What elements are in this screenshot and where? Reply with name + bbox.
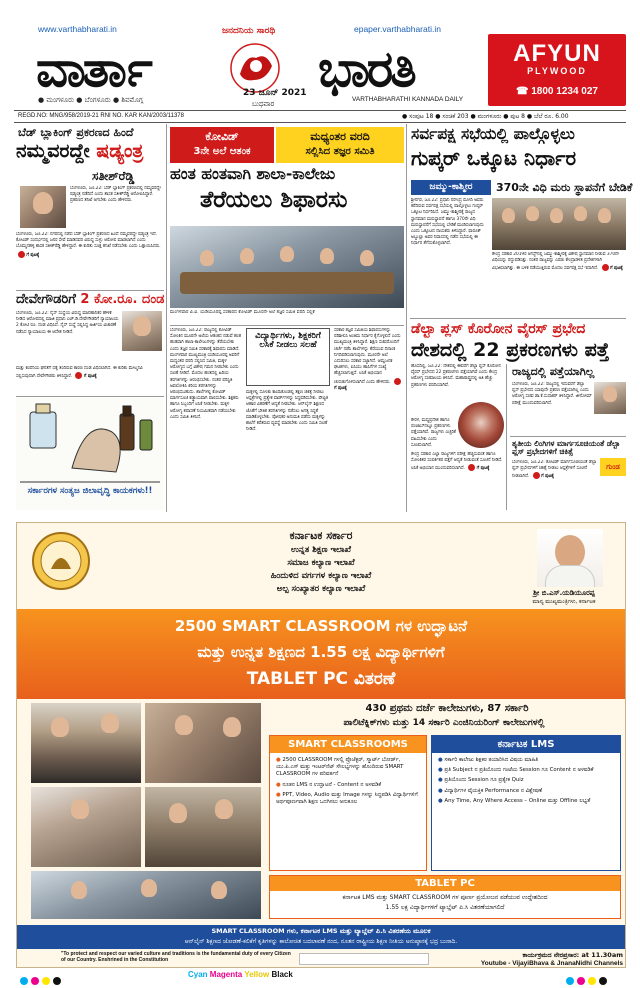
report-kicker (276, 127, 404, 163)
issue-date: 23 ಜೂನ್ 2021 (243, 88, 307, 98)
bullet-icon: ● (438, 797, 445, 804)
event-photo-2 (145, 703, 261, 783)
list-item-text: PPT, Video, Audio ಮತ್ತು Image ಗಳನ್ನು ಸಿದ್ಧಪಡಿಸಿ ವಿದ್ಯಾರ್ಥಿಗಳಿಗೆ ಅರ್ಥಪೂರ್ಣವಾಗಿ ಶಿಕ್ಷಣ ಒದಗಿಸಲು ಅನುಕೂಲ (276, 791, 418, 806)
continued-link[interactable]: ಗೆ ಪುಟಕ್ಕೆ (83, 374, 97, 380)
cm-name: ಶ್ರೀ ಬಿ.ಎಸ್.ಯಡಿಯೂರಪ್ಪ (533, 589, 595, 597)
tablet-title: TABLET PC (270, 876, 620, 891)
guide-body: ಬೆಂಗಳೂರು, ಜೂ.22: ಕೋವಿಡ್ ಮಾರ್ಗಸೂಚಿಯಂತೆ ಡೆಲ್ಟಾ ಪ್ಲಸ್ ಪ್ರಭೇದಗಳಿಗೆ ಚಿಕಿತ್ಸೆ ನೀಡಲು ಆಸ್ಪತ್ರೆಗಳಿಗೆ ಸೂಚನೆ ನೀಡಲಾಗಿದೆ. ಗೆ ಪುಟಕ್ಕೆ (512, 460, 597, 480)
website-url[interactable]: www.varthabharati.in (38, 24, 117, 34)
list-item-text: ವಿದ್ಯಾರ್ಥಿಗಳ ವೈಯಕ್ತಿಕ Performance ನ ವಿಶ್ಲೇಷಣೆ (444, 787, 543, 794)
tagline: ಜನದನಿಯ ಸಾರಥಿ (222, 26, 276, 36)
yellow-label: Yellow (244, 970, 270, 979)
devegowda-photo (122, 311, 162, 351)
story1-headline-b: ಷಡ್ಯಂತ್ರ (96, 140, 144, 162)
more-icon (18, 251, 25, 258)
gupkar-body-2: ಕೇಂದ್ರ ಸರಕಾರ 2019ರ ಆಗಸ್ಟ್‌ನಲ್ಲಿ ಜಮ್ಮು-ಕಾಶ್ಮೀರಕ್ಕೆ ವಿಶೇಷ ಸ್ಥಾನಮಾನ ನೀಡುವ 370ನೇ ವಿಧಿಯನ್ನು ರದ್ದುಪಡಿಸಿತ್ತು. ನಂತರ ರಾಜ್ಯವನ್ನು ಎರಡು ಕೇಂದ್ರಾಡಳಿತ ಪ್ರದೇಶಗಳಾಗಿ ವಿಭಜಿಸಲಾಗಿತ್ತು. ಈ ಬಳಿಕ ನಡೆಯುತ್ತಿರುವ ಮೊದಲ ಸರ್ವಪಕ್ಷ ಸಭೆ ಇದಾಗಿದೆ. ಗೆ ಪುಟಕ್ಕೆ (492, 252, 623, 272)
black-label: Black (271, 970, 293, 979)
more-icon (468, 464, 475, 471)
event-photo-3 (31, 787, 141, 867)
bullet-icon: ● (438, 757, 445, 763)
cyan-label: Cyan (188, 970, 208, 979)
covid-kicker-b: 3ನೇ ಅಲೆ ಆತಂಕ (193, 146, 251, 157)
badge: ಗುಂಡ (600, 458, 626, 476)
report-kicker-a: ಮಧ್ಯಂತರ ವರದಿ (310, 130, 370, 143)
lead-photo-meeting (170, 226, 404, 308)
summary-strip (17, 925, 625, 949)
color-bar (188, 970, 293, 979)
strip-line2: ಆನ್‌ಲೈನ್ ಶಿಕ್ಷಣದ ಜೋಡಣೆ-ಕಲಿಕೆಗೆ ಕೃತಿಗಳನ್ನು ಕಾಲೋಚಿತ ಬದಲಾವಣೆ ನಂದ, ನೂತನ ರಾಷ್ಟ್ರೀಯ ಶಿಕ್ಷಣ ನೀತಿಯ ಅನುಷ್ಠಾನಕ್ಕೆ ಭದ್ರ ಬುನಾದಿ. (184, 938, 458, 945)
afyun-phone (488, 86, 626, 97)
tablet-line1: ಕರ್ನಾಟಕ LMS ಮತ್ತು SMART CLASSROOM ಗಳ ಪೂರ್ಣ ಪ್ರಯೋಜನ ಪಡೆಯುವ ಉದ್ದೇಶದಿಂದ (342, 894, 548, 901)
lms-item (438, 757, 614, 764)
sub-line1: 430 ಪ್ರಥಮ ದರ್ಜೆ ಕಾಲೇಜುಗಳು, 87 ಸರ್ಕಾರಿ (365, 703, 529, 714)
lms-item (438, 798, 614, 805)
cm-photo (537, 529, 603, 587)
story2-headline-a: ದೇವೇಗೌಡರಿಗೆ (16, 292, 76, 307)
editorial-cartoon (16, 398, 164, 510)
smart-classrooms-box (269, 735, 427, 871)
gupkar-body: ಶ್ರೀನಗರ, ಜೂ.22: ಪ್ರಧಾನಿ ನರೇಂದ್ರ ಮೋದಿ ಅವರು ಕರೆದಿರುವ ಸರ್ವಪಕ್ಷ ಸಭೆಯಲ್ಲಿ ಪಾಲ್ಗೊಳ್ಳಲು ಗುಪ್ಕರ್ ಒಕ್ಕೂಟ ನಿರ್ಧರಿಸಿದೆ. ಜಮ್ಮು-ಕಾಶ್ಮೀರಕ್ಕೆ ರಾಜ್ಯದ ಸ್ಥಾನಮಾನ ಮರುಸ್ಥಾಪನೆ ಹಾಗೂ 370ನೇ ವಿಧಿ ಮರುಸ್ಥಾಪನೆಗೆ ಸಭೆಯಲ್ಲಿ ಬೇಡಿಕೆ ಮಂಡಿಸಲಾಗುವುದು ಎಂದು ಒಕ್ಕೂಟದ ನಾಯಕರು ತಿಳಿಸಿದ್ದಾರೆ. ಫಾರೂಕ್ ಅಬ್ದುಲ್ಲಾ ಅವರ ನಿವಾಸದಲ್ಲಿ ನಡೆದ ಸಭೆಯಲ್ಲಿ ಈ ನಿರ್ಧಾರ ತೆಗೆದುಕೊಳ್ಳಲಾಗಿದೆ. (411, 198, 484, 247)
banner-line3: TABLET PC ವಿತರಣೆ (246, 669, 396, 689)
bullet-icon: ● (438, 787, 445, 794)
list-item-text: ಪ್ರತಿಯೊಂದು Session ಗೂ ಪ್ರತ್ಯೇಕ Quiz (444, 777, 524, 784)
bullet-icon: ● (276, 791, 283, 798)
delta-body-2: ಕೇರಳ, ಮಧ್ಯಪ್ರದೇಶ ಹಾಗೂ ಪಂಜಾಬ್‌ನಲ್ಲೂ ಪ್ರಕರಣಗಳು ಪತ್ತೆಯಾಗಿವೆ. ರಾಜ್ಯಗಳು ಎಚ್ಚರಿಕೆ ವಹಿಸಬೇಕು ಎಂದು ಸೂಚಿಸಲಾಗಿದೆ. (411, 418, 456, 448)
gupkar-subhead: 370ನೇ ವಿಧಿ ಮರು ಸ್ಥಾಪನೆಗೆ ಬೇಡಿಕೆ (496, 181, 633, 194)
more-icon (533, 472, 540, 479)
state-body: ಬೆಂಗಳೂರು, ಜೂ.22: ರಾಜ್ಯದಲ್ಲಿ ಇದುವರೆಗೆ ಡೆಲ್ಟಾ ಪ್ಲಸ್ ಪ್ರಭೇದದ ಯಾವುದೇ ಪ್ರಕರಣ ಪತ್ತೆಯಾಗಿಲ್ಲ ಎಂದು ಆರೋಗ್ಯ ಸಚಿವ ಡಾ.ಕೆ.ಸುಧಾಕರ್ ತಿಳಿಸಿದ್ದಾರೆ. ಜೀನೋಮ್ ಪರೀಕ್ಷೆ ಮುಂದುವರಿಸಲಾಗಿದೆ. (512, 382, 592, 406)
satish-reddy-photo (20, 186, 66, 228)
govt-line1: ಕರ್ನಾಟಕ ಸರ್ಕಾರ (289, 529, 353, 542)
cm-title: ಮಾನ್ಯ ಮುಖ್ಯಮಂತ್ರಿಗಳು, ಕರ್ನಾಟಕ (532, 599, 596, 605)
govt-line4: ಹಿಂದುಳಿದ ವರ್ಗಗಳ ಕಲ್ಯಾಣ ಇಲಾಖೆ (270, 571, 372, 581)
masthead-emblem-icon (220, 40, 290, 95)
epaper-url[interactable]: epaper.varthabharati.in (354, 24, 441, 34)
footer-quote: "To protect and respect our varied culture and traditions is the fundamental duty of every Citizen of our Country. Enshrined in the Constitution (61, 951, 291, 963)
continued-link[interactable]: ಗೆ ಪುಟಕ್ಕೆ (26, 252, 40, 258)
masthead-left: ವಾರ್ತಾ (36, 40, 150, 98)
delta-headline-b: ದೇಶದಲ್ಲಿ 22 ಪ್ರಕರಣಗಳು ಪತ್ತೆ (411, 339, 610, 361)
footer-logos (299, 953, 429, 965)
smart-list (270, 753, 426, 813)
event-photo-1 (31, 703, 141, 783)
smart-title: SMART CLASSROOMS (270, 736, 426, 753)
registration-dots-right (566, 970, 610, 988)
lead-headline-b: ತೆರೆಯಲು ಶಿಫಾರಸು (200, 187, 348, 213)
state-headline: ರಾಜ್ಯದಲ್ಲಿ ಪತ್ತೆಯಾಗಿಲ್ಲ (512, 365, 595, 378)
story1-headline (16, 141, 143, 162)
strip-line1: SMART CLASSROOM ಗಳು, ಕರ್ನಾಟಕ LMS ಮತ್ತು ಟ್ಯಾಬ್ಲೆಟ್ ಪಿ.ಸಿ ವಿತರಣೆಯ ಮೂಲಕ (211, 927, 431, 935)
registration-dots-left (20, 970, 64, 988)
covid-kicker (170, 127, 274, 163)
continued-link[interactable]: ಗೆ ಪುಟಕ್ಕೆ (334, 385, 347, 391)
lead-headline-a: ಹಂತ ಹಂತವಾಗಿ ಶಾಲಾ-ಕಾಲೇಜು (170, 165, 336, 183)
banner-line1: 2500 SMART CLASSROOM ಗಳ ಉದ್ಘಾಟನೆ (174, 617, 468, 635)
gupkar-headline-b: ಗುಪ್ಕರ್ ಒಕ್ಕೂಟ ನಿರ್ಧಾರ (411, 146, 577, 170)
list-item-text: Any Time, Any Where Access – Online ಮತ್ತು Offline ಲಭ್ಯತೆ (444, 797, 591, 804)
lms-title: ಕರ್ನಾಟಕ LMS (432, 736, 620, 753)
cartoon-caption: ಸರ್ಕಾರಗಳ ಸಂತ್ಯಜ ಜಿಲಾವೃದ್ಧಿ ಕಾಯಕಗಳು!! (27, 486, 153, 496)
daily-label: VARTHABHARATHI KANNADA DAILY (352, 96, 464, 103)
list-item-text: ಪ್ರತಿ Subject ನ ಪ್ರತಿಯೊಂದು ಗಂಟೆಯ Session ಗೂ Content ನ ಅಳವಡಿಕೆ (444, 767, 594, 774)
gupkar-meeting-photo (492, 198, 626, 250)
lead-body-col3: ಸರಕಾರ ತಜ್ಞರ ಸಮಿತಿಯ ಶಿಫಾರಸುಗಳನ್ನು ಪರಿಶೀಲಿಸಿ ಅಂತಿಮ ನಿರ್ಧಾರ ಕೈಗೊಳ್ಳಲಿದೆ ಎಂದು ಮುಖ್ಯಮಂತ್ರಿ ತಿಳಿಸಿದ್ದಾರೆ. ಶಿಕ್ಷಣ ಸಚಿವರೊಂದಿಗೆ ಚರ್ಚೆ ನಡೆಸಿ ಶಾಲೆಗಳನ್ನು ತೆರೆಯುವ ದಿನಾಂಕ ನಿಗದಿಪಡಿಸಲಾಗುವುದು. ಮೂರನೇ ಅಲೆ ಎದುರಿಸಲು ಸರಕಾರ ಸಜ್ಜಾಗಿದೆ. ಆಮ್ಲಜನಕ ಘಟಕಗಳು, ಐಸಿಯು ಹಾಸಿಗೆಗಳ ಸಂಖ್ಯೆ ಹೆಚ್ಚಿಸಲಾಗುತ್ತಿದೆ. ಲಸಿಕೆ ಅಭಿಯಾನ ಚುರುಕುಗೊಳಿಸಲಾಗಿದೆ ಎಂದು ಹೇಳಿದರು. ಗೆ ಪುಟಕ್ಕೆ (334, 328, 401, 391)
govt-line2: ಉನ್ನತ ಶಿಕ್ಷಣ ಇಲಾಖೆ (290, 545, 352, 555)
tablet-box (269, 875, 621, 919)
continued-link[interactable]: ಗೆ ಪುಟಕ್ಕೆ (476, 466, 490, 472)
continued-link[interactable]: ಗೆ ಪುಟಕ್ಕೆ (541, 474, 554, 480)
lms-item (438, 788, 614, 795)
afyun-sub: PLYWOOD (527, 66, 587, 76)
story2-headline (16, 293, 164, 307)
more-icon (394, 378, 401, 385)
phone-icon: ☎ (516, 86, 529, 97)
more-icon (602, 264, 609, 271)
minister-photo (594, 382, 626, 414)
story2-body-more: ಮತ್ತು ಕಂಪೆನಿಯ ಘನತೆಗೆ ಧಕ್ಕೆ ತಂದಿರುವ ಕಾರಣ ದಂಡ ವಿಧಿಸಲಾಗಿದೆ. ಈ ಕುರಿತು ಮೇಲ್ಮನವಿ ಸಲ್ಲಿಸುವುದಾಗಿ ದೇವೇಗೌಡರು ತಿಳಿಸಿದ್ದಾರೆ. ಗೆ ಪುಟಕ್ಕೆ (16, 366, 143, 380)
banner-line2: ಮತ್ತು ಉನ್ನತ ಶಿಕ್ಷಣದ 1.55 ಲಕ್ಷ ವಿದ್ಯಾರ್ಥಿಗಳಿಗೆ (197, 643, 445, 661)
covid-kicker-a: ಕೋವಿಡ್ (205, 130, 239, 143)
lms-box (431, 735, 621, 871)
tablet-line2: 1.55 ಲಕ್ಷ ವಿದ್ಯಾರ್ಥಿಗಳಿಗೆ ಟ್ಯಾಬ್ಲೆಟ್ ಪಿ.ಸಿ ವಿತರಣೆಯಾಗಲಿದೆ (385, 904, 505, 911)
delta-body-3: ಕೇಂದ್ರ ಸರಕಾರ ಎಲ್ಲಾ ರಾಜ್ಯಗಳಿಗೆ ಪರೀಕ್ಷೆ ಹೆಚ್ಚಿಸುವಂತೆ ಹಾಗೂ ಸೋಂಕಿತರ ಸಂಪರ್ಕಿತರ ಪತ್ತೆಗೆ ಆದ್ಯತೆ ನೀಡುವಂತೆ ಸೂಚನೆ ನೀಡಿದೆ. ಲಸಿಕೆ ಅಭಿಯಾನ ಮುಂದುವರಿಸಲಾಗಿದೆ. ಗೆ ಪುಟಕ್ಕೆ (411, 452, 503, 472)
govt-line5: ಅಲ್ಪ ಸಂಖ್ಯಾತರ ಕಲ್ಯಾಣ ಇಲಾಖೆ (276, 584, 366, 594)
smart-item (276, 792, 420, 806)
sub-line2: ಪಾಲಿಟೆಕ್ನಿಕ್‌ಗಳು ಮತ್ತು 14 ಸರ್ಕಾರಿ ಎಂಜಿನಿಯರಿಂಗ್ ಕಾಲೇಜುಗಳಲ್ಲಿ (343, 718, 545, 728)
delta-headline-a: ಡೆಲ್ಟಾ ಪ್ಲಸ್ ಕೊರೋನ ವೈರಸ್ ಪ್ರಭೇದ (411, 321, 586, 337)
gupkar-headline-a: ಸರ್ವಪಕ್ಷ ಸಭೆಯಲ್ಲಿ ಪಾಲ್ಗೊಳ್ಳಲು (411, 125, 575, 143)
smart-item (276, 782, 420, 789)
afyun-phone-number: 1800 1234 027 (531, 86, 598, 97)
more-icon (75, 372, 82, 379)
bullet-icon: ● (438, 767, 445, 774)
bullet-icon: ● (438, 777, 445, 784)
region-tag: ಜಮ್ಮು-ಕಾಶ್ಮೀರ (411, 180, 491, 195)
story1-body: ಬೆಂಗಳೂರು, ಜೂ.22: ನಗರದಲ್ಲಿ ನಡೆದ ಬೆಡ್ ಬ್ಲಾಕಿಂಗ್ ಪ್ರಕರಣದ ಹಿಂದೆ ನಮ್ಮವರದ್ದೇ ಷಡ್ಯಂತ್ರ ಇದೆ. ಕೋವಿಡ್ ಸಂದರ್ಭದಲ್ಲಿ ಜನರ ಸೇವೆ ಮಾಡಿದವರ ವಿರುದ್ಧ ಸುಳ್ಳು ಆರೋಪ ಮಾಡಲಾಗಿದೆ ಎಂದು ಬೊಮ್ಮನಹಳ್ಳಿ ಶಾಸಕ ಸತೀಶ್‌ರೆಡ್ಡಿ ಹೇಳಿದ್ದಾರೆ. ಈ ಕುರಿತು ಸೂಕ್ತ ತನಿಖೆ ನಡೆಸಬೇಕು ಎಂದು ಒತ್ತಾಯಿಸಿದರು. ಗೆ ಪುಟಕ್ಕೆ (16, 232, 161, 258)
guide-headline: ತೃತೀಯ ಲಿಂಗಿಗಳ ಮಾರ್ಗಸೂಚಿಯಂತೆ ಡೆಲ್ಟಾ ಪ್ಲಸ್ ಪ್ರಭೇದಗಳಿಗೆ ಚಿಕಿತ್ಸೆ (512, 439, 620, 457)
registration-number: REGD.NO: MNG/958/2019-21 RNI NO. KAR KAN/2003/11378 (18, 113, 184, 119)
story1-headline-a: ನಮ್ಮವರದ್ದೇ (16, 140, 90, 162)
bullet-icon: ● (276, 781, 283, 788)
lead-photo-caption: ಮಂಗಳವಾರ ವಿ.ವಿ. ಯಡಿಯೂರಪ್ಪ ಸರಕಾರದ ಕೋವಿಡ್ ಮೂರನೇ ಅಲೆ ತಜ್ಞರ ಸಮಿತಿ ವರದಿ ಸಲ್ಲಿಕೆ (170, 310, 315, 315)
list-item-text: ಸರ್ಕಾರಿ ಕಾಲೇಜು ಶಿಕ್ಷಕರ ತಯಾರಿಸಿದ ವಿಷಯ ಮಾಹಿತಿ (444, 757, 539, 763)
coronavirus-image (458, 402, 504, 448)
continued-link[interactable]: ಗೆ ಪುಟಕ್ಕೆ (610, 266, 623, 272)
afyun-brand: AFYUN (513, 40, 601, 67)
list-item-text: 2500 CLASSROOM ಗಳಲ್ಲಿ ಪ್ರೊಜೆಕ್ಟರ್, ಸ್ಮಾರ್ಟ್ ಬೋರ್ಡ್, ಯು.ಪಿ.ಎಸ್ ಮತ್ತು ಇಂಟರ್‌ನೆಟ್ ಸೌಲಭ್ಯಗಳನ್ನು ಹೊಂದಿರುವ SMART CLASSROOM ಗಳ ಪರಿವರ್ತನೆ (276, 757, 404, 778)
story1-kicker: ಬೆಡ್ ಬ್ಲಾಕಿಂಗ್ ಪ್ರಕರಣದ ಹಿಂದೆ (18, 126, 134, 139)
edition-list: ● ಮಂಗಳೂರು ● ಬೆಂಗಳೂರು ● ಶಿವಮೊಗ್ಗ (38, 96, 144, 104)
report-kicker-b: ಸಲ್ಲಿಸಿದ ತಜ್ಞರ ಸಮಿತಿ (305, 146, 375, 157)
issue-info: ● ಸಂಪುಟ 18 ● ಸಂಚಿಕೆ 203 ● ಮಂಗಳೂರು ● ಪುಟ 8 ● ಬೆಲೆ ರೂ. 6.00 (402, 113, 569, 120)
lead-body-col2: ಮಕ್ಕಳಲ್ಲಿ ಸೋಂಕು ಕಾಣಿಸಿಕೊಂಡಲ್ಲಿ ತಕ್ಷಣ ಚಿಕಿತ್ಸೆ ನೀಡಲು ಆಸ್ಪತ್ರೆಗಳಲ್ಲಿ ಪ್ರತ್ಯೇಕ ವಾರ್ಡ್‌ಗಳನ್ನು ಸಿದ್ಧಪಡಿಸಬೇಕು. ಪೌಷ್ಟಿಕ ಆಹಾರ ವಿತರಣೆಗೆ ಆದ್ಯತೆ ನೀಡಬೇಕು. ಆನ್‌ಲೈನ್ ಶಿಕ್ಷಣದ ಜೊತೆಗೆ ಭೌತಿಕ ತರಗತಿಗಳನ್ನು ನಡೆಸಲು ಅಗತ್ಯ ಸಿದ್ಧತೆ ಮಾಡಿಕೊಳ್ಳಬೇಕು. ಪೋಷಕರ ಅನುಮತಿ ಪಡೆದು ಮಕ್ಕಳನ್ನು ಶಾಲೆಗೆ ಕರೆತರುವ ವ್ಯವಸ್ಥೆ ಮಾಡಬೇಕು ಎಂದು ಸಮಿತಿ ಸಲಹೆ ನೀಡಿದೆ. (246, 390, 328, 433)
list-item-text: ನೂತನ LMS ನ ಉದ್ಘಾಟನೆ - Content ನ ಅಳವಡಿಕೆ (282, 781, 382, 788)
event-photo-4 (145, 787, 261, 867)
footer-time: ಕಾರ್ಯಕ್ರಮದ ನೇರಪ್ರಸಾರ: at 11.30am (522, 951, 623, 959)
bullet-icon: ● (276, 757, 283, 763)
lms-list (432, 753, 620, 812)
delta-body: ಹೊಸದಿಲ್ಲಿ, ಜೂ.22: ದೇಶದಲ್ಲಿ ಈವರೆಗೆ ಡೆಲ್ಟಾ ಪ್ಲಸ್ ಕೊರೋನ ವೈರಸ್ ಪ್ರಭೇದದ 22 ಪ್ರಕರಣಗಳು ಪತ್ತೆಯಾಗಿವೆ ಎಂದು ಕೇಂದ್ರ ಆರೋಗ್ಯ ಸಚಿವಾಲಯ ತಿಳಿಸಿದೆ. ಮಹಾರಾಷ್ಟ್ರದಲ್ಲಿ ಅತಿ ಹೆಚ್ಚು ಪ್ರಕರಣಗಳು ವರದಿಯಾಗಿವೆ. (411, 364, 501, 388)
afyun-ad[interactable] (488, 34, 626, 106)
smart-item (276, 757, 420, 779)
inset-headline: ವಿದ್ಯಾರ್ಥಿಗಳು, ಶಿಕ್ಷಕರಿಗೆ ಲಸಿಕೆ ನೀಡಲು ಸಲಹೆ (255, 331, 321, 351)
story2-body: ಬೆಂಗಳೂರು, ಜೂ.22: ನೈಸ್ ಸಂಸ್ಥೆಯ ವಿರುದ್ಧ ಮಾನಹಾನಿಕರ ಹೇಳಿಕೆ ನೀಡಿದ ಆರೋಪದಲ್ಲಿ ಮಾಜಿ ಪ್ರಧಾನಿ ಎಚ್.ಡಿ.ದೇವೇಗೌಡರಿಗೆ ನ್ಯಾಯಾಲಯ 2 ಕೋಟಿ ರೂ. ದಂಡ ವಿಧಿಸಿದೆ. ನೈಸ್ ಸಂಸ್ಥೆ ಸಲ್ಲಿಸಿದ್ದ ಅರ್ಜಿಯ ವಿಚಾರಣೆ ನಡೆಸಿದ ನ್ಯಾಯಾಲಯ ಈ ಆದೇಶ ನೀಡಿದೆ. (16, 311, 119, 335)
magenta-label: Magenta (209, 970, 243, 979)
lead-body-col1: ಬೆಂಗಳೂರು, ಜೂ.22: ರಾಜ್ಯದಲ್ಲಿ ಕೋವಿಡ್ ಸೋಂಕಿನ ಮೂರನೇ ಅಲೆಯ ಆತಂಕದ ನಡುವೆ ಹಂತ ಹಂತವಾಗಿ ಶಾಲಾ-ಕಾಲೇಜುಗಳನ್ನು ತೆರೆಯಬೇಕು ಎಂದು ತಜ್ಞರ ಸಮಿತಿ ಸರಕಾರಕ್ಕೆ ಶಿಫಾರಸು ಮಾಡಿದೆ. ಮಂಗಳವಾರ ಮುಖ್ಯಮಂತ್ರಿ ಯಡಿಯೂರಪ್ಪ ಅವರಿಗೆ ಮಧ್ಯಂತರ ವರದಿ ಸಲ್ಲಿಸಿದ ಸಮಿತಿ, ಮಕ್ಕಳ ಆರೋಗ್ಯದ ಬಗ್ಗೆ ವಿಶೇಷ ಗಮನ ನೀಡಬೇಕು ಎಂದು ಸಲಹೆ ನೀಡಿದೆ. ಮೊದಲ ಹಂತದಲ್ಲಿ ಹಿರಿಯ ತರಗತಿಗಳನ್ನು ಆರಂಭಿಸಬೇಕು. ನಂತರ ಪರಿಸ್ಥಿತಿ ಅವಲೋಕಿಸಿ ಕಿರಿಯ ತರಗತಿಗಳನ್ನು ಆರಂಭಿಸಬಹುದು. ಶಾಲೆಗಳಲ್ಲಿ ಕೋವಿಡ್ ಮಾರ್ಗಸೂಚಿ ಕಡ್ಡಾಯವಾಗಿ ಪಾಲಿಸಬೇಕು. ಶಿಕ್ಷಕರು ಹಾಗೂ ಸಿಬ್ಬಂದಿಗೆ ಲಸಿಕೆ ನೀಡಬೇಕು. ಮಕ್ಕಳ ಆರೋಗ್ಯ ತಪಾಸಣೆ ನಿಯಮಿತವಾಗಿ ನಡೆಯಬೇಕು ಎಂದು ಸಮಿತಿ ತಿಳಿಸಿದೆ. (170, 328, 242, 420)
footer-channels: Youtube - VijayiBhava & JnanaNidhi Channels (480, 960, 623, 967)
govt-ad[interactable] (16, 522, 626, 968)
event-photo-5 (31, 871, 261, 919)
lms-item (438, 777, 614, 784)
lms-item (438, 767, 614, 774)
issue-day: ಬುಧವಾರ (252, 100, 275, 108)
headline-banner (17, 609, 625, 699)
story2-headline-b: 2 ಕೋ.ರೂ. ದಂಡ (80, 292, 165, 307)
story1-body-top: ಬೆಂಗಳೂರು, ಜೂ.22: ಬೆಡ್ ಬ್ಲಾಕಿಂಗ್ ಪ್ರಕರಣದಲ್ಲಿ ನಮ್ಮವರದ್ದೇ ಷಡ್ಯಂತ್ರ ನಡೆದಿದೆ ಎಂದು ಶಾಸಕ ಸತೀಶ್‌ರೆಡ್ಡಿ ಆರೋಪಿಸಿದ್ದಾರೆ. ಪ್ರಕರಣದ ತನಿಖೆ ಆಗಬೇಕು ಎಂದು ಹೇಳಿದರು. (70, 186, 161, 204)
masthead-right: ಭಾರತಿ (318, 40, 414, 98)
inset-box (246, 328, 330, 386)
govt-line3: ಸಮಾಜ ಕಲ್ಯಾಣ ಇಲಾಖೆ (287, 558, 355, 568)
story1-byline: ಸತೀಶ್‌ರೆಡ್ಡಿ (92, 169, 135, 183)
